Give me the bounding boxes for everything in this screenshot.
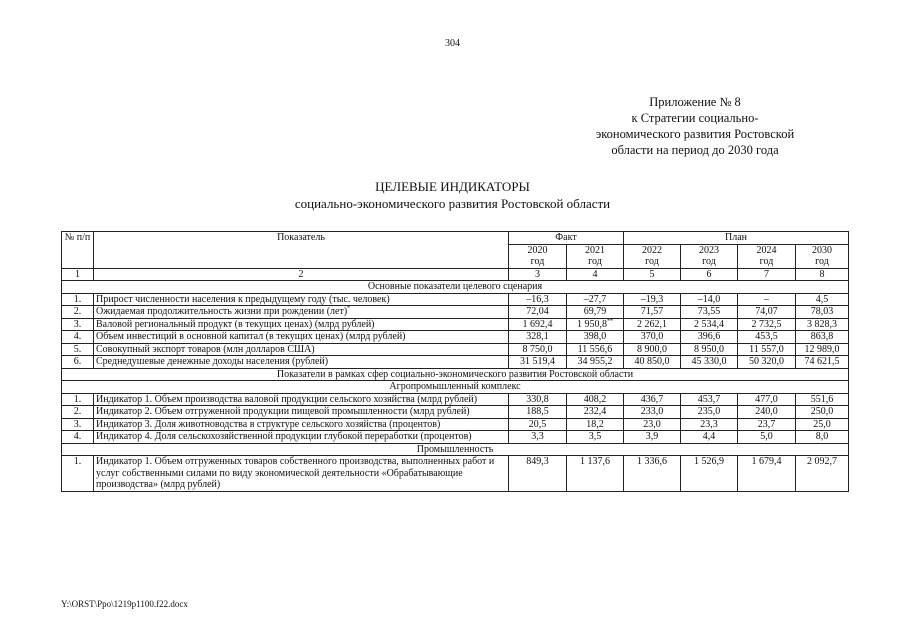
value-cell: 71,57 [624,306,681,319]
value-cell: 328,1 [509,331,567,344]
value-cell: 5,0 [738,431,796,444]
value-cell: 477,0 [738,393,796,406]
column-numbers-row [62,268,849,281]
year-label: 2022 [642,244,662,256]
indicators-table [61,231,849,492]
table-row [62,318,849,331]
year-label: 2030 [812,244,832,256]
table-row [62,331,849,344]
value-cell: 551,6 [796,393,849,406]
column-number: 5 [624,268,681,281]
value-cell: –27,7 [567,293,624,306]
value-cell: 12 989,0 [796,343,849,356]
value-cell: 8 950,0 [681,343,738,356]
section-row [62,281,849,294]
indicator-name: Индикатор 1. Объем производства валовой продукции сельского хозяйства (млрд рублей) [94,393,509,406]
value-cell: 3,5 [567,431,624,444]
indicator-name: Индикатор 1. Объем отгруженных товаров собственного производства, выполненных работ и услуг собственными силами по виду экономической деятельности «Обрабатывающие производства» (млрд рублей) [94,456,509,492]
value-cell: 8,0 [796,431,849,444]
indicator-name: Совокупный экспорт товаров (млн долларов США) [94,343,509,356]
document-title [0,178,905,212]
value-cell: 11 556,6 [567,343,624,356]
column-number: 1 [62,268,94,281]
column-number: 4 [567,268,624,281]
value-cell: 78,03 [796,306,849,319]
indicator-name: Валовой региональный продукт (в текущих ценах) (млрд рублей) [94,318,509,331]
col-header-year [509,244,567,268]
value-cell: 25,0 [796,418,849,431]
value-cell: 863,8 [796,331,849,344]
section-title: Показатели в рамках сфер социально-экономического развития Ростовской области [62,368,849,381]
col-header-plan: План [624,232,849,245]
value-cell: 34 955,2 [567,356,624,369]
indicator-name: Объем инвестиций в основной капитал (в текущих ценах) (млрд рублей) [94,331,509,344]
col-header-year [681,244,738,268]
row-number: 2. [62,306,94,319]
value-cell: 1 526,9 [681,456,738,492]
appendix-line: области на период до 2030 года [611,143,779,157]
value-cell: 453,5 [738,331,796,344]
section-title: Промышленность [62,443,849,456]
value-cell: 23,3 [681,418,738,431]
value-cell: 240,0 [738,406,796,419]
value-cell: 2 534,4 [681,318,738,331]
value-cell: 370,0 [624,331,681,344]
value-cell: 4,4 [681,431,738,444]
table-row [62,393,849,406]
value-cell: 408,2 [567,393,624,406]
value-cell: 1 692,4 [509,318,567,331]
value-cell: 233,0 [624,406,681,419]
row-number: 3. [62,418,94,431]
value-cell: 1 137,6 [567,456,624,492]
table-row [62,356,849,369]
year-unit: год [645,256,659,267]
col-header-year [567,244,624,268]
year-label: 2024 [756,244,777,256]
appendix-line: Приложение № 8 [649,95,741,109]
row-number: 4. [62,431,94,444]
value-text: 1 950,8 [577,318,607,330]
row-number: 1. [62,293,94,306]
year-unit: год [702,256,716,267]
value-cell: 2 092,7 [796,456,849,492]
title-line-2: социально-экономического развития Ростовской области [294,196,611,211]
value-cell: 8 900,0 [624,343,681,356]
col-header-indicator: Показатель [94,232,509,269]
row-number: 1. [62,393,94,406]
value-cell: 20,5 [509,418,567,431]
table-row [62,293,849,306]
value-cell: 3 828,3 [796,318,849,331]
table-row [62,343,849,356]
value-cell: –14,0 [681,293,738,306]
value-cell: 849,3 [509,456,567,492]
year-unit: год [759,256,774,267]
value-cell: – [738,293,796,306]
year-unit: год [588,256,602,267]
row-number: 5. [62,343,94,356]
title-line-1: ЦЕЛЕВЫЕ ИНДИКАТОРЫ [375,179,530,194]
page-number: 304 [445,38,460,49]
value-cell: 45 330,0 [681,356,738,369]
year-label: 2020 [527,244,548,256]
column-number: 3 [509,268,567,281]
column-number: 2 [94,268,509,281]
value-cell: 396,6 [681,331,738,344]
value-cell: 18,2 [567,418,624,431]
col-header-number: № п/п [62,232,94,269]
row-number: 1. [62,456,94,492]
appendix-line: к Стратегии социально- [631,111,759,125]
table-row [62,431,849,444]
value-cell: 74 621,5 [796,356,849,369]
value-cell: 2 262,1 [624,318,681,331]
footnote-mark: * [347,305,351,312]
value-cell: 31 519,4 [509,356,567,369]
value-cell: 72,04 [509,306,567,319]
value-cell: –16,3 [509,293,567,306]
section-row [62,443,849,456]
section-title: Агропромышленный комплекс [62,381,849,394]
value-cell: 1 336,6 [624,456,681,492]
value-cell: 232,4 [567,406,624,419]
value-cell: 23,0 [624,418,681,431]
value-cell: 3,9 [624,431,681,444]
value-cell: 188,5 [509,406,567,419]
row-number: 2. [62,406,94,419]
indicator-name [94,306,509,319]
header-row [62,232,849,245]
value-cell: 398,0 [567,331,624,344]
value-cell: 2 732,5 [738,318,796,331]
row-number: 6. [62,356,94,369]
column-number: 8 [796,268,849,281]
value-cell [567,318,624,331]
appendix-line: экономического развития Ростовской [595,127,795,141]
value-cell: 50 320,0 [738,356,796,369]
col-header-fact: Факт [509,232,624,245]
value-cell: 74,07 [738,306,796,319]
value-cell: 250,0 [796,406,849,419]
value-cell: 3,3 [509,431,567,444]
value-cell: 453,7 [681,393,738,406]
table-row [62,456,849,492]
indicator-name-text: Ожидаемая продолжительность жизни при рождении (лет) [96,306,348,317]
value-cell: 40 850,0 [624,356,681,369]
value-cell: 330,8 [509,393,567,406]
value-cell: 23,7 [738,418,796,431]
value-cell: 8 750,0 [509,343,567,356]
value-cell: 436,7 [624,393,681,406]
footnote-mark: ** [607,318,613,325]
row-number: 4. [62,331,94,344]
row-number: 3. [62,318,94,331]
value-cell: 1 679,4 [738,456,796,492]
value-cell: 4,5 [796,293,849,306]
year-label: 2021 [585,244,605,256]
year-unit: год [815,256,829,267]
col-header-year [738,244,796,268]
col-header-year [624,244,681,268]
column-number: 6 [681,268,738,281]
section-row [62,368,849,381]
table-row [62,418,849,431]
value-cell: 235,0 [681,406,738,419]
section-title: Основные показатели целевого сценария [62,281,849,294]
appendix-heading [555,94,835,158]
section-row [62,381,849,394]
value-cell: –19,3 [624,293,681,306]
file-path-footer: Y:\ORST\Ppo\1219p1100.f22.docx [61,599,188,609]
indicator-name: Прирост численности населения к предыдущему году (тыс. человек) [94,293,509,306]
col-header-year [796,244,849,268]
value-cell: 69,79 [567,306,624,319]
value-cell: 73,55 [681,306,738,319]
year-label: 2023 [699,244,719,256]
value-cell: 11 557,0 [738,343,796,356]
table-row [62,306,849,319]
indicator-name: Индикатор 2. Объем отгруженной продукции пищевой промышленности (млрд рублей) [94,406,509,419]
year-unit: год [530,256,545,267]
indicator-name: Индикатор 4. Доля сельскохозяйственной продукции глубокой переработки (процентов) [94,431,509,444]
indicator-name: Среднедушевые денежные доходы населения (рублей) [94,356,509,369]
indicator-name: Индикатор 3. Доля животноводства в структуре сельского хозяйства (процентов) [94,418,509,431]
column-number: 7 [738,268,796,281]
table-row [62,406,849,419]
